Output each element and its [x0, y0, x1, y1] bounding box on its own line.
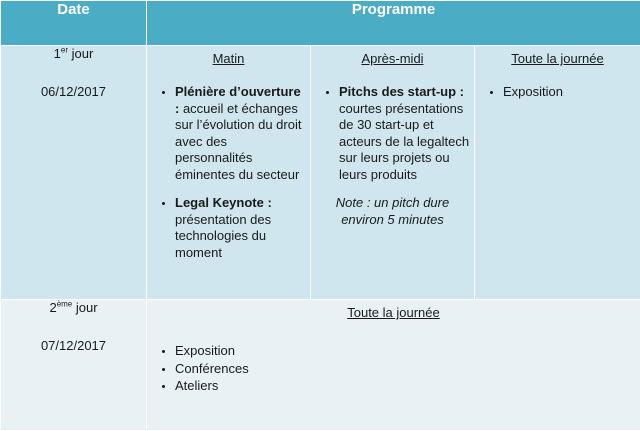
list-item: • Ateliers: [175, 377, 640, 395]
list-item: • Pitchs des start-up : courtes présentations de 30 start-up et acteurs de la legaltech sur leurs projets ou leurs produits: [339, 84, 474, 183]
list-item: • Exposition: [175, 342, 640, 360]
list-item: • Plénière d’ouverture : accueil et échanges sur l’évolution du droit avec des personnalités éminentes du secteur: [175, 84, 310, 183]
day2-list: [147, 342, 640, 395]
day2-date: 07/12/2017: [1, 338, 146, 354]
list-item: • Exposition: [503, 84, 640, 101]
programme-header: Programme: [147, 1, 640, 46]
day2-programme-cell: [147, 300, 640, 431]
apres-midi-list: [311, 84, 474, 183]
journee-title: Toute la journée: [475, 51, 640, 66]
list-item: • Conférences: [175, 360, 640, 378]
day2-date-cell: [1, 300, 147, 431]
day1-apres-midi-cell: [311, 46, 475, 300]
day2-label: 2ème jour: [1, 300, 146, 316]
day1-date: 06/12/2017: [1, 84, 146, 100]
day1-label: 1er jour: [1, 46, 146, 62]
day1-matin-cell: [147, 46, 311, 300]
day1-date-cell: [1, 46, 147, 300]
apres-midi-title: Après-midi: [311, 51, 474, 66]
day2-row: [1, 300, 640, 431]
day2-journee-title: Toute la journée: [147, 305, 640, 320]
day1-row: [1, 46, 640, 300]
matin-title: Matin: [147, 51, 310, 66]
journee-list: [475, 84, 640, 101]
header-row: [1, 1, 640, 46]
matin-list: [147, 84, 310, 261]
day1-journee-cell: [475, 46, 640, 300]
list-item: • Legal Keynote : présentation des technologies du moment: [175, 195, 310, 261]
date-header: Date: [1, 1, 147, 46]
pitch-note: Note : un pitch dure environ 5 minutes: [317, 195, 468, 228]
